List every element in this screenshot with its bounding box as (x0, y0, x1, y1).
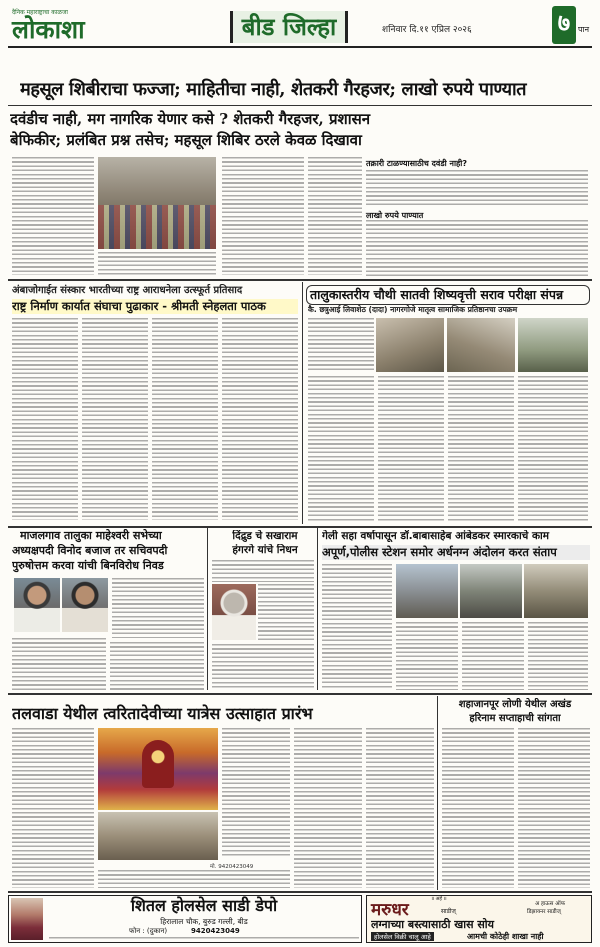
majalgaon-body-1 (112, 578, 204, 638)
andolan-photo-1 (396, 564, 458, 618)
andolan-body-4 (528, 622, 588, 690)
talwada-crowd-photo (98, 812, 218, 860)
ad-saree-address: हिरालाल चौक, बुरुड गल्ली, बीड (160, 917, 248, 926)
obituary-body-3 (212, 644, 314, 690)
lead-side-heading-2: लाखो रुपये पाण्यात (366, 211, 424, 220)
masthead-tagline: दैनिक महाराष्ट्राचा काळजा (12, 9, 68, 16)
lead-body-col-1 (12, 157, 94, 275)
page-label: पान (578, 25, 590, 34)
ad-saree-title: शितल होलसेल साडी डेपो (130, 896, 278, 915)
ad-marudhar-top: ॥ अर्हं ॥ (431, 896, 447, 902)
talwada-body-1 (12, 728, 94, 888)
majalgaon-portrait-2 (62, 578, 108, 632)
scholarship-body-5 (518, 376, 588, 522)
obituary-body-1 (212, 560, 314, 582)
section-rule-3 (8, 693, 592, 695)
lead-side-body (366, 170, 588, 208)
section-rule-1 (8, 279, 592, 281)
andolan-headline-1: गेली सहा वर्षापासून डॉ.बाबासाहेब आंबेडकर स्मारकाचे काम (322, 530, 550, 542)
scholarship-body-1 (308, 318, 374, 372)
majalgaon-body-2 (12, 638, 106, 690)
column-divider-4 (437, 696, 438, 890)
lead-photo-camp (98, 157, 216, 249)
majalgaon-body-3 (110, 642, 204, 690)
obituary-portrait (212, 584, 256, 640)
lead-body-col-3 (308, 157, 362, 275)
ad-marudhar-brand: मरुधर (371, 900, 409, 920)
scholarship-photo-3 (518, 318, 588, 372)
andolan-body-2 (396, 622, 458, 690)
andolan-photo-2 (460, 564, 522, 618)
harinam-body-2 (518, 728, 590, 888)
ambajogai-headline: राष्ट्र निर्माण कार्यात संघाचा पुढाकार - श्रीमती स्नेहलता पाठक (12, 299, 298, 314)
andolan-photo-3 (524, 564, 588, 618)
talwada-temple-photo (98, 728, 218, 810)
majalgaon-portrait-1 (14, 578, 60, 632)
issue-date: शनिवार दि.११ एप्रिल २०२६ (382, 25, 472, 35)
lead-rule (8, 105, 592, 106)
harinam-headline-1: शहाजानपूर लोणी येथील अखंड (458, 699, 572, 710)
page-number: ७ (557, 9, 571, 37)
majalgaon-kicker: माजलगाव तालुका माहेश्वरी सभेच्या (20, 529, 162, 542)
ad-marudhar-offer: होलसेल विक्री चालू आहे (371, 932, 434, 941)
masthead (8, 6, 592, 48)
scholarship-subhead: कै. छत्रुआई लिवाशेठ (दादा) नागरगोजे मातृत्व सामाजिक प्रतिष्ठानचा उपक्रम (308, 305, 518, 314)
lead-side-heading: तक्रारी टाळण्यासाठीच दवंडी नाही? (366, 159, 467, 168)
lead-body-col-2 (222, 157, 304, 275)
majalgaon-headline-1: अध्यक्षपदी विनोद बजाज तर सचिवपदी (12, 544, 168, 557)
talwada-body-3 (294, 728, 362, 888)
newspaper-logo: लोकाशा (12, 15, 85, 44)
scholarship-photo-1 (376, 318, 444, 372)
scholarship-body-3 (378, 376, 444, 522)
section-title: बीड जिल्हा (241, 12, 337, 41)
andolan-body-1 (322, 564, 392, 690)
ambajogai-body-1 (12, 318, 78, 520)
ad-marudhar-right-label-2: डिझायनर साडीज् (527, 909, 561, 915)
ambajogai-kicker: अंबाजोगाईत संस्कार भारतीच्या राष्ट्र आराधनेला उत्स्फूर्त प्रतिसाद (12, 285, 243, 296)
ambajogai-body-2 (82, 318, 148, 520)
ad-marudhar-tagline: लग्नाच्या बस्त्यासाठी खास सोय (371, 918, 495, 931)
obituary-headline-2: हंगरगे यांचे निधन (232, 544, 298, 556)
ad-saree-depot (8, 895, 362, 943)
lead-subhead-1: दवंडीच नाही, मग नागरिक येणार कसे ? शेतकरी गैरहजर, प्रशासन (10, 110, 371, 128)
scholarship-body-4 (448, 376, 514, 522)
lead-headline: महसूल शिबीराचा फज्जा; माहितीचा नाही, शेतकरी गैरहजर; लाखो रुपये पाण्यात (20, 79, 527, 100)
talwada-body-4 (366, 728, 434, 888)
column-divider-2 (207, 528, 208, 690)
scholarship-headline: तालुकास्तरीय चौथी सातवी शिष्यवृत्ती सराव परीक्षा संपन्न (306, 285, 590, 305)
ad-marudhar-right-label: अ हाऊस ऑफ (535, 901, 565, 907)
page-number-badge (552, 6, 576, 44)
harinam-body-1 (442, 728, 514, 888)
lead-photo-caption (98, 252, 216, 276)
andolan-headline-2: अपूर्ण,पोलीस स्टेशन समोर अर्धनग्न अंदोलन करत संताप (322, 545, 590, 560)
talwada-reporter: मो. 9420423049 (210, 864, 254, 870)
ad-marudhar-brand-suffix: साडीज् (441, 908, 456, 915)
ad-saree-fineprint (49, 937, 359, 941)
ad-marudhar (366, 895, 592, 943)
section-rule-4 (8, 891, 592, 893)
ad-marudhar-branch: आमची कोठेही शाखा नाही (467, 932, 544, 941)
ad-saree-phone-label: फोन : (दुकान) (129, 927, 168, 935)
harinam-headline-2: हरिनाम सप्ताहाची सांगता (469, 713, 561, 724)
section-rule-2 (8, 526, 592, 528)
column-divider-1 (302, 282, 303, 524)
talwada-headline: तलवाडा येथील त्वरितादेवीच्या यात्रेस उत्साहात प्रारंभ (12, 704, 313, 723)
lead-side-body-2 (366, 220, 588, 276)
andolan-body-3 (462, 622, 524, 690)
ad-saree-phone: 9420423049 (191, 927, 240, 935)
ambajogai-body-4 (222, 318, 298, 520)
column-divider-3 (317, 528, 318, 690)
majalgaon-headline-2: पुरुषोत्तम करवा यांची बिनविरोध निवड (12, 559, 164, 572)
lead-subhead-2: बेफिकीर; प्रलंबित प्रश्न तसेच; महसूल शिबिर ठरले केवळ दिखावा (10, 131, 362, 149)
obituary-headline-1: दिंद्रुड चे सखाराम (232, 530, 298, 542)
scholarship-photo-2 (447, 318, 515, 372)
section-banner (230, 11, 348, 43)
obituary-body-2 (258, 584, 314, 640)
scholarship-body-2 (308, 376, 374, 522)
talwada-body-2 (222, 728, 290, 858)
talwada-body-5 (98, 870, 290, 888)
ad-saree-model (11, 898, 43, 940)
ambajogai-body-3 (152, 318, 218, 520)
